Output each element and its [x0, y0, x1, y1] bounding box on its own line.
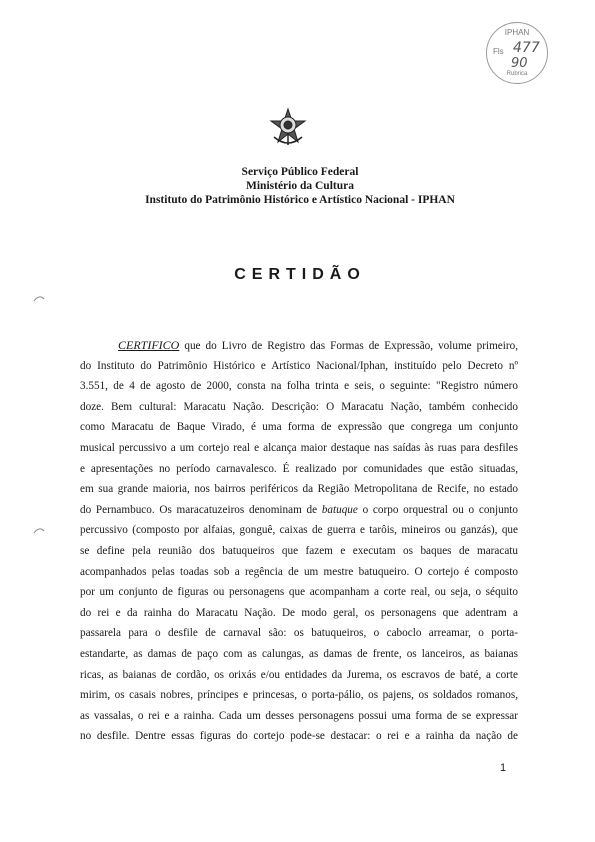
body-line: CERTIFICO que do Livro de Registro das Formas de Expressão, volume primeiro, [118, 338, 518, 352]
punch-hole-mark-icon [33, 294, 45, 302]
body-line: do Instituto do Patrimônio Histórico e Artístico Nacional/Iphan, instituído pelo Decreto nº [80, 359, 518, 372]
stamp-rubrica-value: 90 [511, 56, 528, 71]
punch-hole-mark-icon [33, 526, 45, 534]
header-line-service: Serviço Público Federal [241, 166, 359, 178]
body-line: 3.551, de 4 de agosto de 2000, consta na folha trinta e seis, o seguinte: "Registro número [80, 380, 518, 393]
body-line: as vassalas, o rei e a rainha. Cada um desses personagens possui uma forma de se expressar [80, 709, 518, 722]
body-line: no desfile. Dentre essas figuras do cortejo pode-se destacar: o rei e a rainha da nação de [80, 730, 518, 743]
body-line: percussivo (composto por alfaias, gonguê, caixas de guerra e tarôis, mineiros ou ganzás), que [80, 524, 518, 537]
body-line: por um conjunto de figuras ou personagens que acompanham a corte real, ou seja, o séquito [80, 586, 518, 599]
certificate-body [80, 335, 518, 747]
header-line-institute: Instituto do Patrimônio Histórico e Artístico Nacional - IPHAN [145, 194, 455, 206]
body-line: do rei e da rainha do Maracatu Nação. De modo geral, os personagens que adentram a [80, 606, 518, 619]
body-line: mirim, os casais nobres, príncipes e princesas, o porta-pálio, os pajens, os soldados romanos, [80, 689, 518, 702]
coat-of-arms-icon [268, 107, 308, 147]
body-lead-word: CERTIFICO [118, 338, 180, 352]
body-line: passarela para o desfile de carnaval são: os batuqueiros, o caboclo arreamar, o porta- [80, 627, 518, 640]
body-line: acompanhados pelas toadas sob a regência de um mestre batuqueiro. O cortejo é composto [80, 565, 518, 578]
document-title: CERTIDÃO [234, 266, 366, 283]
stamp-fls-label: Fls [493, 47, 504, 56]
body-line: em sua grande maioria, nos bairros periféricos da Região Metropolitana de Recife, no estado [80, 483, 518, 496]
body-line: ricas, as baianas de cordão, os orixás e/ou entidades da Jurema, os escravos de baté, a corte [80, 668, 518, 681]
body-line: e apresentações no período carnavalesco. É realizado por comunidades que estão situadas, [80, 462, 518, 475]
stamp-rubrica-label: Rubrica [506, 71, 528, 77]
body-line: musical percussivo a um cortejo real e alcança maior destaque nas saídas às ruas para desfiles [80, 441, 518, 454]
header-line-ministry: Ministério da Cultura [246, 180, 354, 192]
body-line: do Pernambuco. Os maracatuzeiros denominam de batuque o corpo orquestral ou o conjunto [80, 503, 518, 516]
iphan-page-stamp [486, 22, 548, 84]
stamp-org: IPHAN [504, 28, 530, 37]
body-line: doze. Bem cultural: Maracatu Nação. Descrição: O Maracatu Nação, também conhecido [80, 400, 518, 413]
body-italic-term: batuque [321, 503, 358, 516]
body-line: se define pela reunião dos batuqueiros que fazem e executam os baques de maracatu [80, 544, 518, 557]
body-line: como Maracatu de Baque Virado, é uma forma de expressão que congrega um conjunto [80, 421, 518, 434]
page-number: 1 [500, 762, 507, 774]
stamp-fls-value: 477 [513, 40, 540, 56]
body-line: estandarte, as damas de paço com as calungas, as damas de frente, os lanceiros, as baianas [80, 647, 518, 660]
document-header [80, 165, 520, 207]
